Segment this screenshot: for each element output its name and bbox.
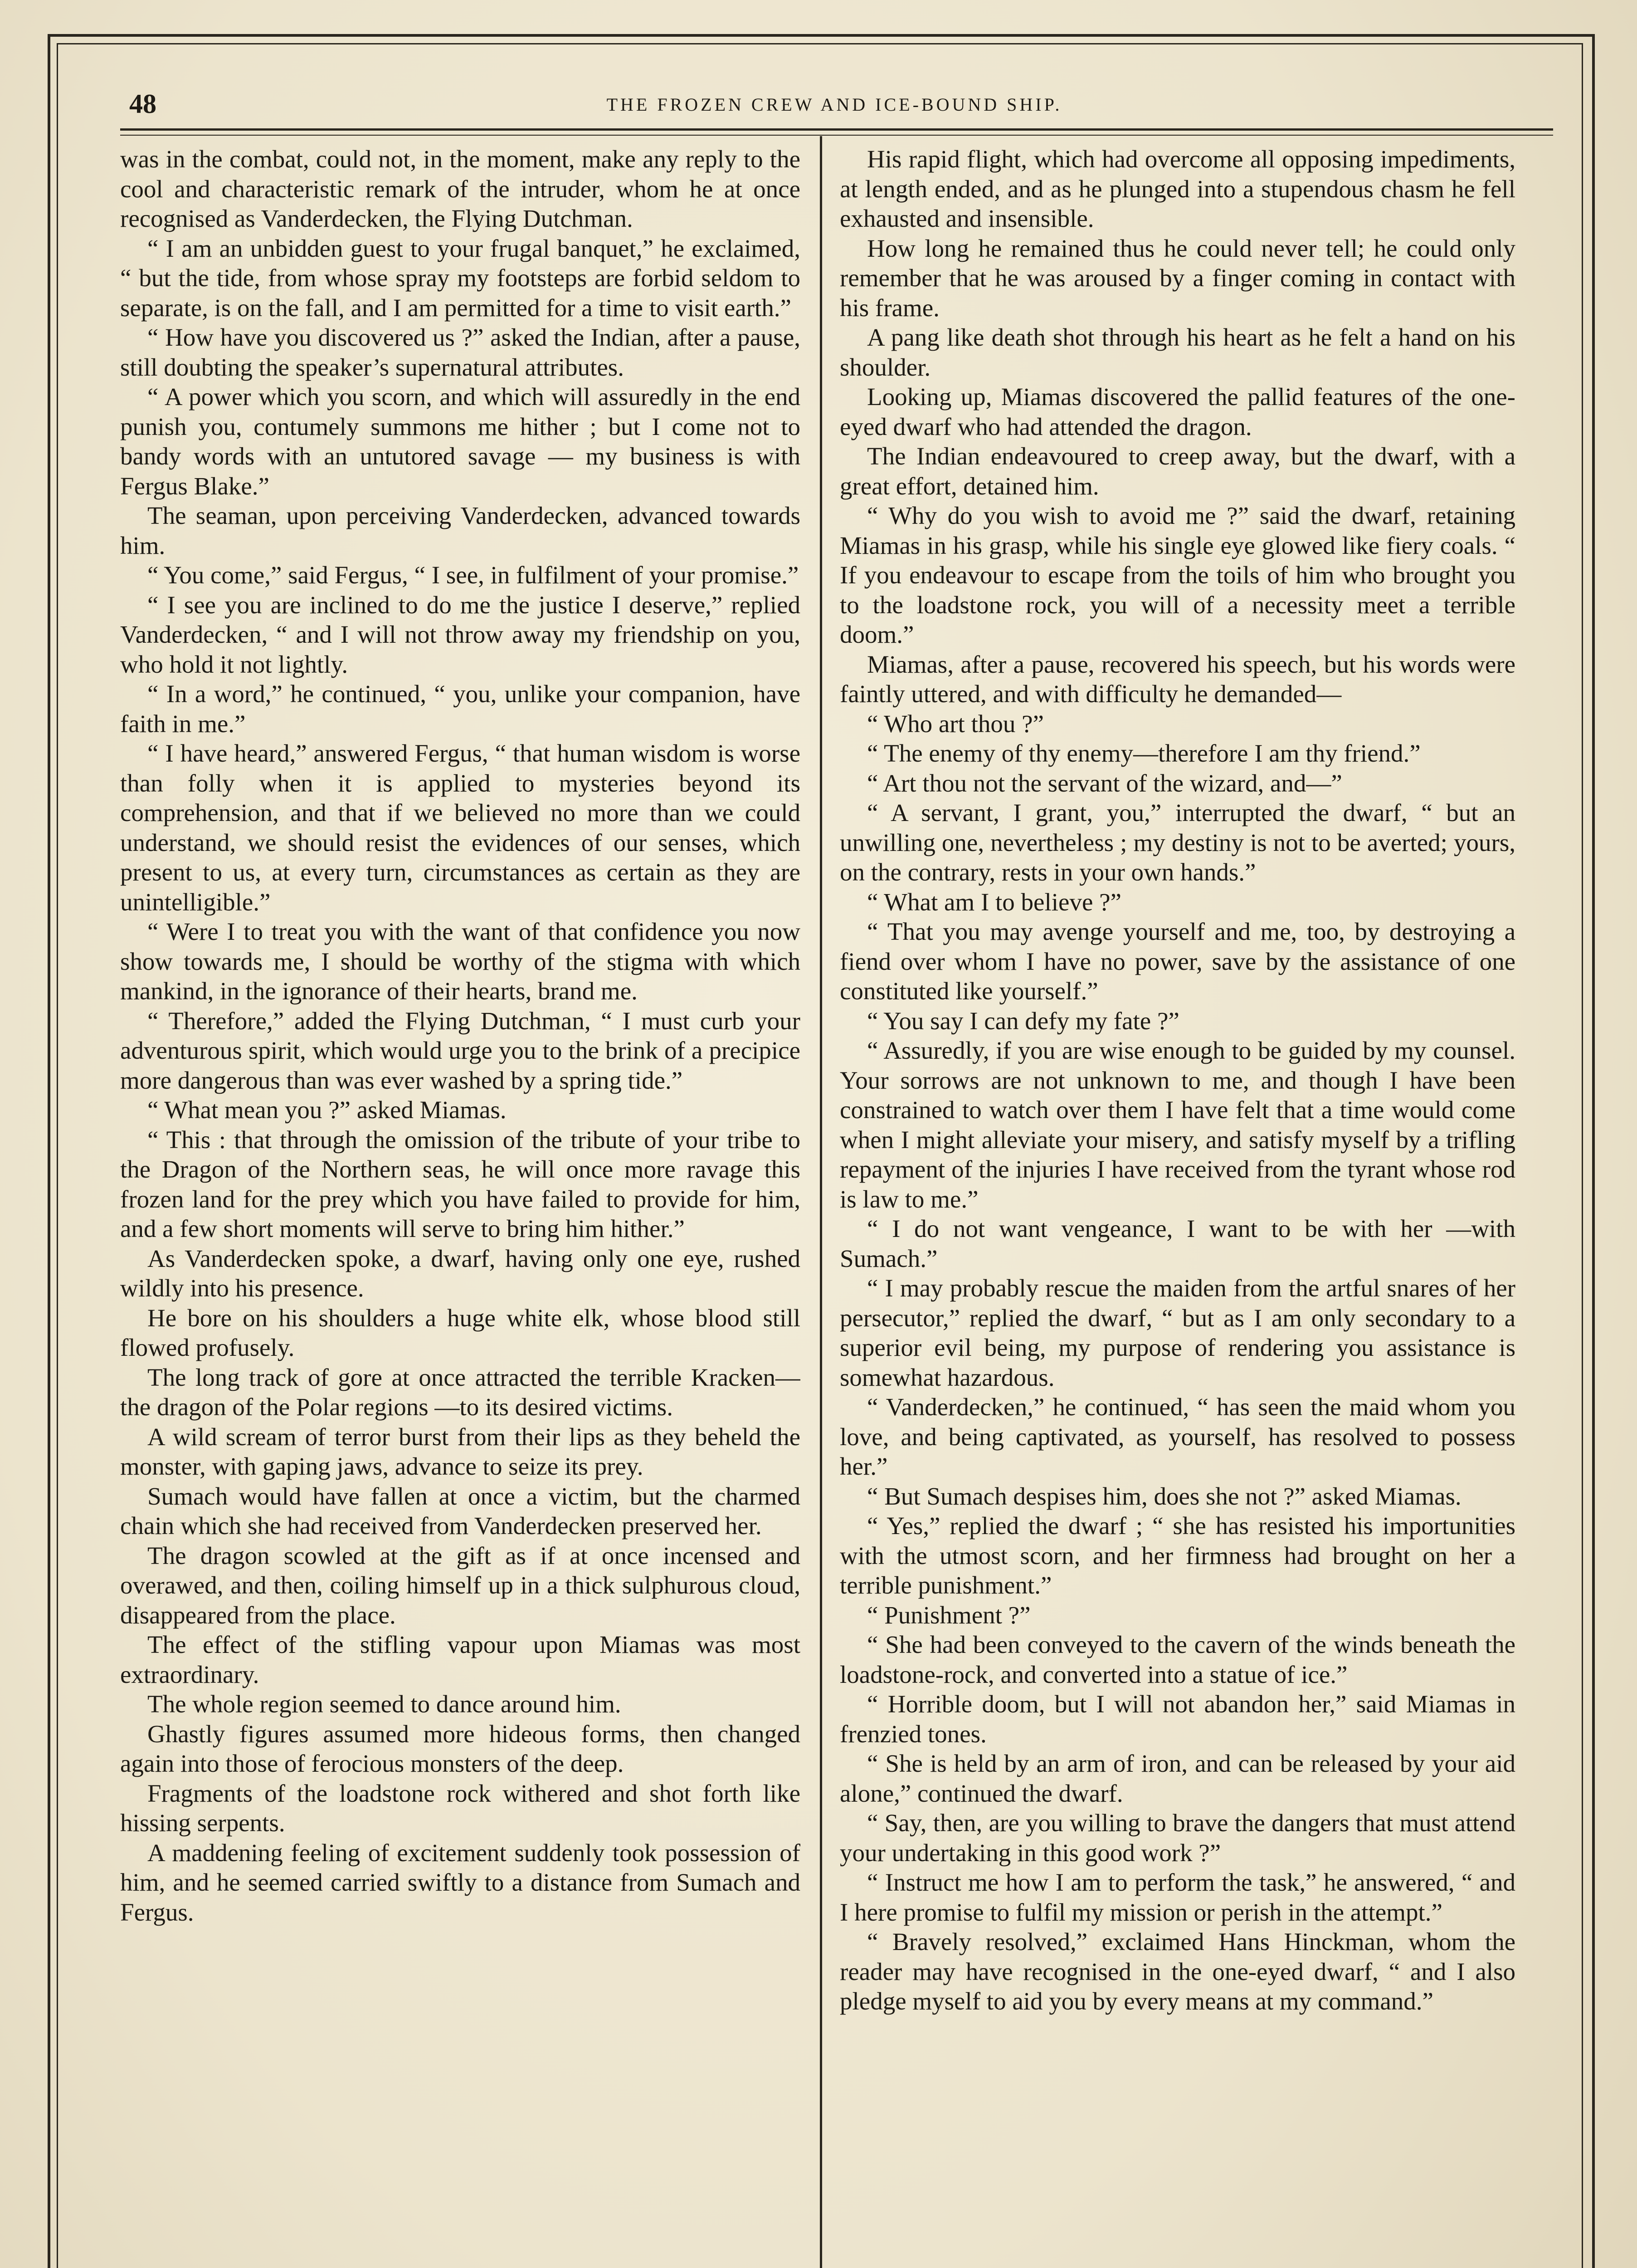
- paragraph: The long track of gore at once attracted the terrible Kracken—the dragon of the Polar regions —to its desired victims.: [120, 1363, 800, 1421]
- paragraph: was in the combat, could not, in the moment, make any reply to the cool and characteristic remark of the intruder, whom he at once recognised as Vanderdecken, the Flying Dutchman.: [120, 145, 800, 232]
- paragraph: As Vanderdecken spoke, a dwarf, having only one eye, rushed wildly into his presence.: [120, 1244, 800, 1302]
- paragraph: “ She had been conveyed to the cavern of the winds beneath the loadstone-rock, and converted into a statue of ice.”: [840, 1631, 1515, 1688]
- paragraph: Sumach would have fallen at once a victim, but the charmed chain which she had received from Vanderdecken preserved her.: [120, 1482, 800, 1540]
- paragraph: A pang like death shot through his heart as he felt a hand on his shoulder.: [840, 323, 1515, 381]
- paragraph: “ Punishment ?”: [867, 1601, 1031, 1629]
- paragraph: “ She is held by an arm of iron, and can be released by your aid alone,” continued the dwarf.: [840, 1750, 1515, 1807]
- paragraph: His rapid flight, which had overcome all opposing impediments, at length ended, and as he plunged into a stupendous chasm he fell exhausted and insensible.: [840, 145, 1515, 232]
- paragraph: “ What am I to believe ?”: [867, 888, 1121, 916]
- paragraph: “ Why do you wish to avoid me ?” said the dwarf, retaining Miamas in his grasp, while his single eye glowed like fiery coals. “ If you endeavour to escape from the toils of him who brought you to the loadstone rock, you will of a necessity meet a terrible doom.”: [840, 502, 1515, 648]
- paragraph: “ What mean you ?” asked Miamas.: [147, 1096, 507, 1124]
- paragraph: “ Yes,” replied the dwarf ; “ she has resisted his importunities with the utmost scorn, and her firmness had brought on her a terrible punishment.”: [840, 1512, 1515, 1599]
- paragraph: The seaman, upon perceiving Vanderdecken, advanced towards him.: [120, 502, 800, 559]
- paragraph: “ The enemy of thy enemy—therefore I am thy friend.”: [867, 739, 1421, 767]
- paragraph: “ You come,” said Fergus, “ I see, in fulfilment of your promise.”: [147, 561, 799, 589]
- paragraph: “ This : that through the omission of the tribute of your tribe to the Dragon of the Northern seas, he will once more ravage this frozen land for the prey which you have failed to provide for him, and a few short moments will serve to bring him hither.”: [120, 1125, 800, 1242]
- paragraph: A maddening feeling of excitement suddenly took possession of him, and he seemed carried swiftly to a distance from Sumach and Fergus.: [120, 1838, 800, 1926]
- header-rule: [120, 128, 1553, 131]
- paragraph: “ Bravely resolved,” exclaimed Hans Hinckman, whom the reader may have recognised in the one-eyed dwarf, “ and I also pledge myself to aid you by every means at my command.”: [840, 1928, 1515, 2015]
- paragraph: “ Vanderdecken,” he continued, “ has seen the maid whom you love, and being captivated, as yourself, has resolved to possess her.”: [840, 1393, 1515, 1480]
- paragraph: “ Say, then, are you willing to brave the dangers that must attend your undertaking in this good work ?”: [840, 1809, 1515, 1867]
- paragraph: “ I do not want vengeance, I want to be with her —with Sumach.”: [840, 1215, 1515, 1272]
- left-column: [120, 144, 800, 2268]
- paragraph: “ Art thou not the servant of the wizard, and—”: [867, 769, 1342, 797]
- right-column: [840, 144, 1515, 2268]
- page-number: 48: [129, 89, 156, 119]
- paragraph: “ I have heard,” answered Fergus, “ that human wisdom is worse than folly when it is applied to mysteries beyond its comprehension, and that if we believed no more than we could understand, we should resist the evidences of our senses, which present to us, at every turn, circumstances as certain as they are unintelligible.”: [120, 739, 800, 916]
- paragraph: “ Therefore,” added the Flying Dutchman, “ I must curb your adventurous spirit, which would urge you to the brink of a precipice more dangerous than was ever washed by a spring tide.”: [120, 1007, 800, 1094]
- paragraph: The dragon scowled at the gift as if at once incensed and overawed, and then, coiling himself up in a thick sulphurous cloud, disappeared from the place.: [120, 1541, 800, 1629]
- paragraph: “ Assuredly, if you are wise enough to be guided by my counsel. Your sorrows are not unknown to me, and though I have been constrained to watch over them I have felt that a time would come when I might alleviate your misery, and satisfy myself by a trifling repayment of the injuries I have received from the tyrant whose rod is law to me.”: [840, 1036, 1515, 1213]
- paragraph: “ Horrible doom, but I will not abandon her,” said Miamas in frenzied tones.: [840, 1690, 1515, 1748]
- paragraph: “ Who art thou ?”: [867, 709, 1044, 738]
- paragraph: The effect of the stifling vapour upon Miamas was most extraordinary.: [120, 1631, 800, 1688]
- paragraph: He bore on his shoulders a huge white elk, whose blood still flowed profusely.: [120, 1304, 800, 1361]
- paragraph: Miamas, after a pause, recovered his speech, but his words were faintly uttered, and with difficulty he demanded—: [840, 650, 1515, 708]
- paragraph: “ I may probably rescue the maiden from the artful snares of her persecutor,” replied the dwarf, “ but as I am only secondary to a superior evil being, my purpose of rendering you assistance is somewhat hazardous.: [840, 1274, 1515, 1391]
- paragraph: Looking up, Miamas discovered the pallid features of the one-eyed dwarf who had attended the dragon.: [840, 383, 1515, 440]
- column-divider: [820, 136, 822, 2268]
- paragraph: “ I am an unbidden guest to your frugal banquet,” he exclaimed, “ but the tide, from whose spray my footsteps are forbid seldom to separate, is on the fall, and I am permitted for a time to visit earth.”: [120, 234, 800, 322]
- paragraph: “ How have you discovered us ?” asked the Indian, after a pause, still doubting the speaker’s supernatural attributes.: [120, 323, 800, 381]
- paragraph: “ Instruct me how I am to perform the task,” he answered, “ and I here promise to fulfil my mission or perish in the attempt.”: [840, 1868, 1515, 1926]
- header-rule-thin: [120, 135, 1553, 136]
- paragraph: “ A servant, I grant, you,” interrupted the dwarf, “ but an unwilling one, nevertheless ; my destiny is not to be averted; yours, on the contrary, rests in your own hands.”: [840, 799, 1515, 886]
- paragraph: Ghastly figures assumed more hideous forms, then changed again into those of ferocious monsters of the deep.: [120, 1720, 800, 1777]
- paragraph: “ In a word,” he continued, “ you, unlike your companion, have faith in me.”: [120, 680, 800, 738]
- paragraph: A wild scream of terror burst from their lips as they beheld the monster, with gaping jaws, advance to seize its prey.: [120, 1422, 800, 1480]
- paragraph: “ A power which you scorn, and which will assuredly in the end punish you, contumely summons me hither ; but I come not to bandy words with an untutored savage — my business is with Fergus Blake.”: [120, 383, 800, 500]
- paragraph: The whole region seemed to dance around him.: [147, 1690, 621, 1718]
- paragraph: Fragments of the loadstone rock withered and shot forth like hissing serpents.: [120, 1779, 800, 1837]
- paragraph: “ I see you are inclined to do me the justice I deserve,” replied Vanderdecken, “ and I will not throw away my friendship on you, who hold it not lightly.: [120, 591, 800, 678]
- paragraph: “ That you may avenge yourself and me, too, by destroying a fiend over whom I have no power, save by the assistance of one constituted like yourself.”: [840, 918, 1515, 1005]
- running-title: THE FROZEN CREW AND ICE-BOUND SHIP.: [606, 94, 1062, 115]
- paragraph: How long he remained thus he could never tell; he could only remember that he was aroused by a finger coming in contact with his frame.: [840, 234, 1515, 322]
- paragraph: “ You say I can defy my fate ?”: [867, 1007, 1179, 1035]
- paragraph: “ But Sumach despises him, does she not ?” asked Miamas.: [867, 1482, 1462, 1510]
- page-header: [129, 88, 1540, 125]
- paragraph: The Indian endeavoured to creep away, but the dwarf, with a great effort, detained him.: [840, 442, 1515, 500]
- paragraph: “ Were I to treat you with the want of that confidence you now show towards me, I should be worthy of the stigma with which mankind, in the ignorance of their hearts, brand me.: [120, 918, 800, 1005]
